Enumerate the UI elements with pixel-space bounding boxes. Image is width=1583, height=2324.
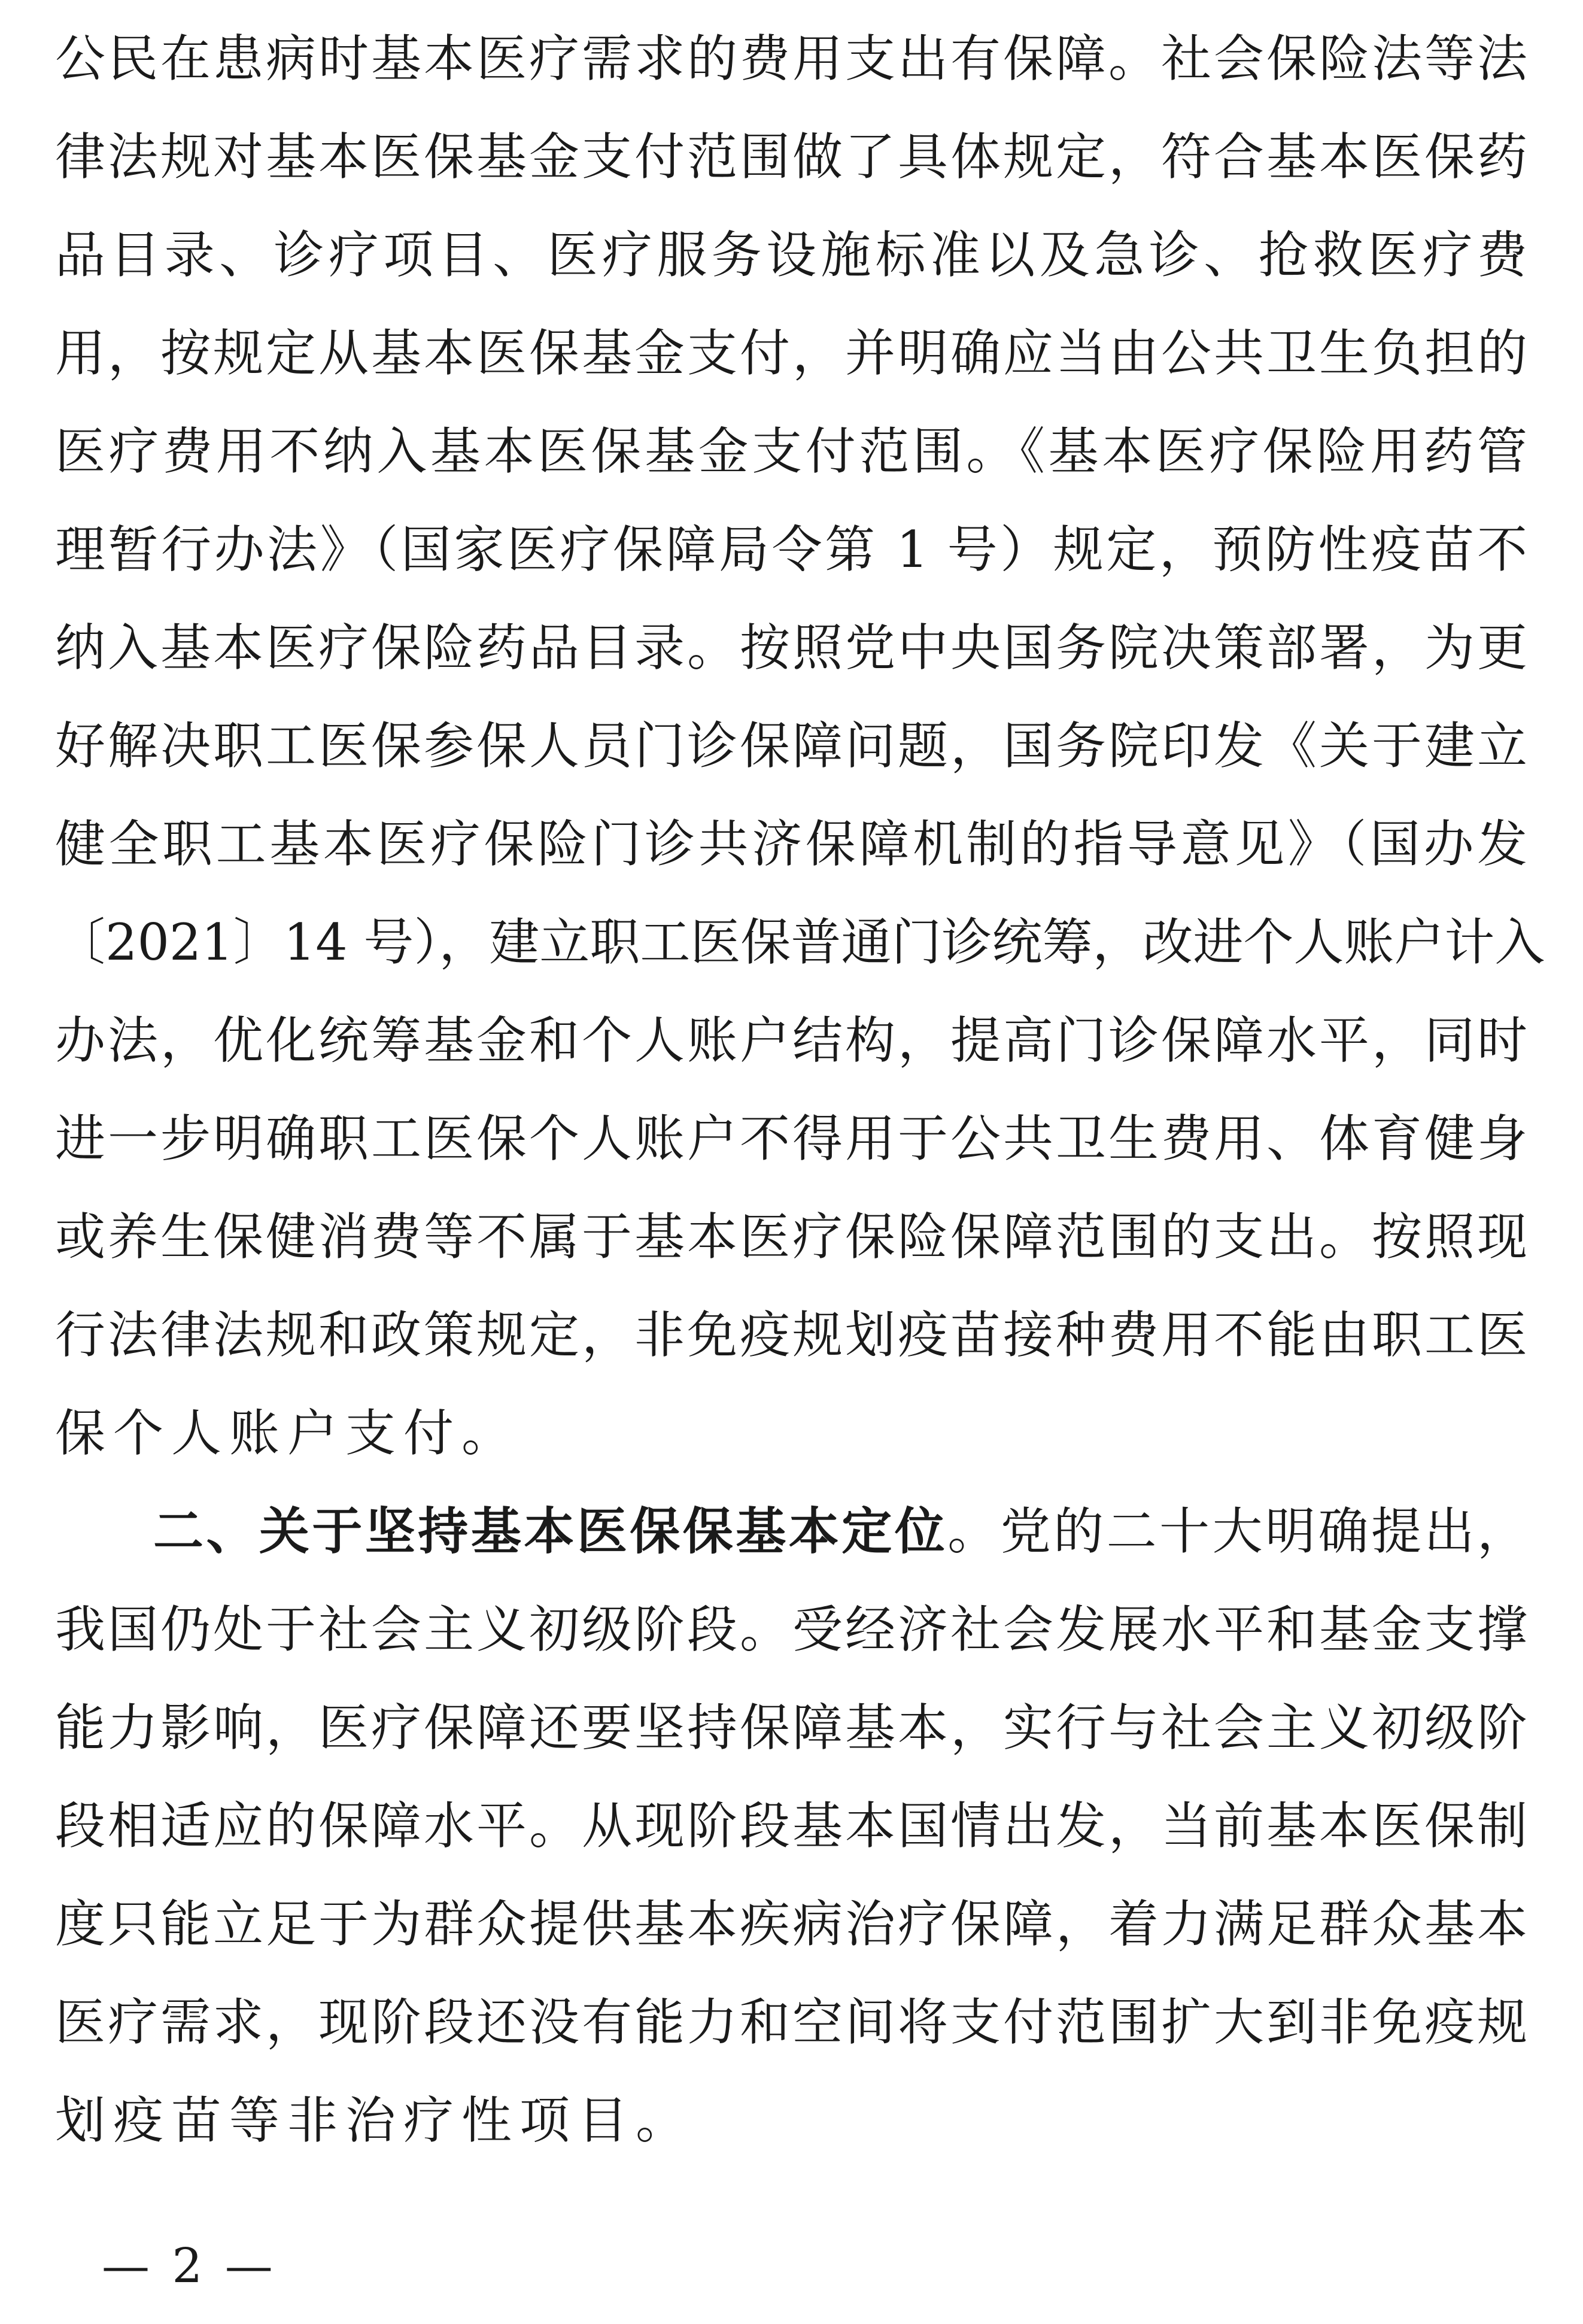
paragraph-1-line-6: 理暂行办法》（国家医疗保障局令第 1 号）规定，预防性疫苗不 xyxy=(55,520,1527,579)
paragraph-1-line-1: 公民在患病时基本医疗需求的费用支出有保障。社会保险法等法 xyxy=(55,29,1527,88)
paragraph-1-line-12: 进一步明确职工医保个人账户不得用于公共卫生费用、体育健身 xyxy=(55,1109,1527,1168)
paragraph-1-line-11: 办法，优化统筹基金和个人账户结构，提高门诊保障水平，同时 xyxy=(55,1011,1527,1070)
paragraph-2-first-line-text: 。党的二十大明确提出， xyxy=(947,1502,1527,1561)
paragraph-1-line-3: 品目录、诊疗项目、医疗服务设施标准以及急诊、抢救医疗费 xyxy=(55,226,1527,284)
paragraph-1-line-8: 好解决职工医保参保人员门诊保障问题，国务院印发《关于建立 xyxy=(55,717,1527,775)
paragraph-1-line-15: 保个人账户支付。 xyxy=(55,1404,520,1463)
paragraph-1-line-4: 用，按规定从基本医保基金支付，并明确应当由公共卫生负担的 xyxy=(55,324,1527,383)
paragraph-2-first-line xyxy=(153,1495,1527,1567)
page-number: — 2 — xyxy=(102,2238,277,2293)
paragraph-2-line-3: 能力影响，医疗保障还要坚持保障基本，实行与社会主义初级阶 xyxy=(55,1698,1527,1757)
paragraph-1-line-5: 医疗费用不纳入基本医保基金支付范围。《基本医疗保险用药管 xyxy=(55,422,1527,481)
paragraph-2-line-6: 医疗需求，现阶段还没有能力和空间将支付范围扩大到非免疫规 xyxy=(55,1993,1527,2052)
paragraph-1-line-10: 〔2021〕14 号），建立职工医保普通门诊统筹，改进个人账户计入 xyxy=(55,913,1545,972)
paragraph-2-line-4: 段相适应的保障水平。从现阶段基本国情出发，当前基本医保制 xyxy=(55,1797,1527,1855)
paragraph-2-line-7: 划疫苗等非治疗性项目。 xyxy=(55,2091,694,2150)
paragraph-1-line-7: 纳入基本医疗保险药品目录。按照党中央国务院决策部署，为更 xyxy=(55,618,1527,677)
paragraph-1-line-9: 健全职工基本医疗保险门诊共济保障机制的指导意见》（国办发 xyxy=(55,815,1527,873)
section-heading: 二、关于坚持基本医保保基本定位 xyxy=(153,1502,948,1561)
paragraph-1-line-14: 行法律法规和政策规定，非免疫规划疫苗接种费用不能由职工医 xyxy=(55,1306,1527,1364)
paragraph-2-line-2: 我国仍处于社会主义初级阶段。受经济社会发展水平和基金支撑 xyxy=(55,1600,1527,1659)
paragraph-2-line-5: 度只能立足于为群众提供基本疾病治疗保障，着力满足群众基本 xyxy=(55,1895,1527,1953)
paragraph-1-line-13: 或养生保健消费等不属于基本医疗保险保障范围的支出。按照现 xyxy=(55,1207,1527,1266)
paragraph-1-line-2: 律法规对基本医保基金支付范围做了具体规定，符合基本医保药 xyxy=(55,128,1527,186)
